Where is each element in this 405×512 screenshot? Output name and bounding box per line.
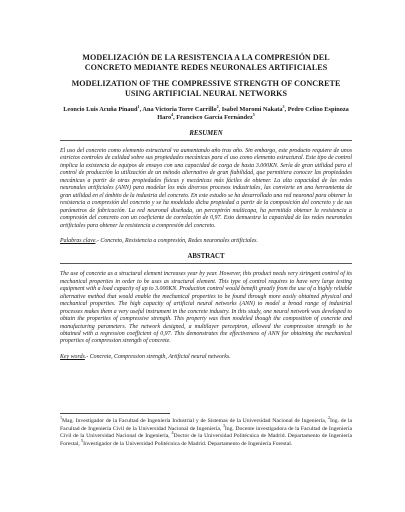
abstract-keywords bbox=[60, 354, 352, 361]
author-4: Pedro Celino Espinoza Haro$^4$, bbox=[157, 106, 349, 121]
footnote-4: Doctor de la Universidad Politécnica de Madrid. Departamento de Ingeniería Forestal, bbox=[60, 433, 352, 447]
footnote-3-mark: 3 bbox=[222, 422, 225, 428]
author-4-mark: 4 bbox=[171, 111, 174, 117]
footnote-1-mark: 1 bbox=[60, 415, 62, 421]
resumen-text: El uso del concreto como elemento estructural va aumentando año tras año. Sin embargo, este producto requiere de unos estrictos controles de calidad sobre sus propiedades mecánicas para el uso como elemento estructural. Este tipo de control implica la existencia de equipos de ensayo con una capacidad de carga de hasta 3.000KN. Sería de gran utilidad para el control de producción la utilización de un método alternativo de gran fiabilidad, que permitiera conocer las propiedades mecánicas a partir de otras propiedades físicas y mecánicas más fáciles de obtener. La alta capacidad de las redes neuronales artificiales (ANN) para modelar los más diversos procesos industriales, las convierte en una herramienta de gran utilidad en el ámbito de la industria del concreto. En este estudio se ha desarrollado una red neuronal para obtener la resistencia a compresión del concreto y se ha modelado dicha propiedad a partir de la composición del concreto y de sus parámetros de fabricación. La red neuronal diseñada, un perceptrón multicapa, ha permitido obtener la resistencia a compresión del concreto con un coeficiente de correlación de 0,97. Esto demuestra la capacidad de las redes neuronales artificiales para obtener la resistencia a compresión del concreto. bbox=[60, 148, 352, 229]
footnotes bbox=[60, 415, 352, 448]
abstract-divider bbox=[60, 263, 352, 264]
author-1-mark: 1 bbox=[137, 103, 140, 109]
footnote-5-mark: 5 bbox=[81, 437, 84, 443]
author-3-mark: 3 bbox=[282, 103, 285, 109]
author-3: Isabel Moromi Nakata$^3$, bbox=[221, 103, 288, 113]
abstract-keywords-label: Key words bbox=[60, 353, 85, 360]
author-5: Francisco García Fernández$^5$ bbox=[176, 111, 255, 121]
abstract-keywords-list: .- Concrete, Compression strength, Artificial neural networks. bbox=[84, 353, 231, 360]
footnote-2-mark: 2 bbox=[327, 415, 330, 421]
footnote-4-mark: 4 bbox=[171, 430, 174, 436]
author-2-mark: 2 bbox=[216, 103, 219, 109]
resumen-divider bbox=[60, 140, 352, 141]
resumen-keywords bbox=[60, 238, 352, 245]
author-list bbox=[60, 103, 352, 122]
footnote-3: Ing. Docente investigadora de la Facultad de Ingeniería Civil de la Universidad Nacional de Ingeniería, bbox=[60, 425, 352, 440]
footnote-2: Ing. de la Facultad de Ingeniería Civil de la Universidad Nacional de Ingeniería, bbox=[60, 418, 352, 432]
resumen-keywords-list: .- Concreto, Resistencia a compresión, Redes neuronales artificiales. bbox=[95, 237, 258, 244]
resumen-keywords-label: Palabras clave bbox=[60, 237, 96, 244]
author-2: Ana Victoria Torre Carrillo$^2$, bbox=[142, 103, 222, 113]
abstract-heading: ABSTRACT bbox=[187, 253, 225, 261]
footnote-5: Investigador de la Universidad Politécnica de Madrid. Departamento de Ingeniería Forestal. bbox=[83, 440, 293, 447]
title-spanish: MODELIZACIÓN DE LA RESISTENCIA A LA COMPRESIÓN DEL CONCRETO MEDIANTE REDES NEURONALES ARTIFICIALES bbox=[82, 53, 330, 72]
resumen-heading: RESUMEN bbox=[189, 130, 223, 137]
author-1: Leoncio Luis Acuña Pinaud$^1$, bbox=[63, 103, 143, 113]
title-english: MODELIZATION OF THE COMPRESSIVE STRENGTH OF CONCRETE USING ARTIFICIAL NEURAL NETWORKS bbox=[71, 79, 341, 98]
footnote-1: Mag. Investigador de la Facultad de Ingeniería Industrial y de Sistemas de la Universidad Nacional de Ingeniería, bbox=[62, 418, 328, 424]
abstract-text: The use of concrete as a structural element increases year by year. However, this product needs very stringent control of its mechanical properties in order to be uses as structural element. This type of control requires to have very large testing equipment with a load capacity of up to 3.000KN. Production control would benefit greatly from the use of a highly reliable alternative method that would enable the mechanical properties to be found through more easily obtained physical and mechanical properties. The high capacity of artificial neural networks (ANN) to model a broad range of industrial processes makes them a very useful instrument in the concrete industry. In this study, one neural network was developed to obtain the properties of compressive strength. This property was then modeled though the composition of concrete and manufacturing parameters. The network designed, a multilayer perceptron, allowed the compression strength to be obtained with a regression coefficient of 0,97. This demonstrates the effectiveness of ANN for obtaining the mechanical properties of compression strength of concrete. bbox=[60, 271, 352, 345]
footnote-divider bbox=[60, 413, 170, 414]
author-5-mark: 5 bbox=[252, 111, 255, 117]
